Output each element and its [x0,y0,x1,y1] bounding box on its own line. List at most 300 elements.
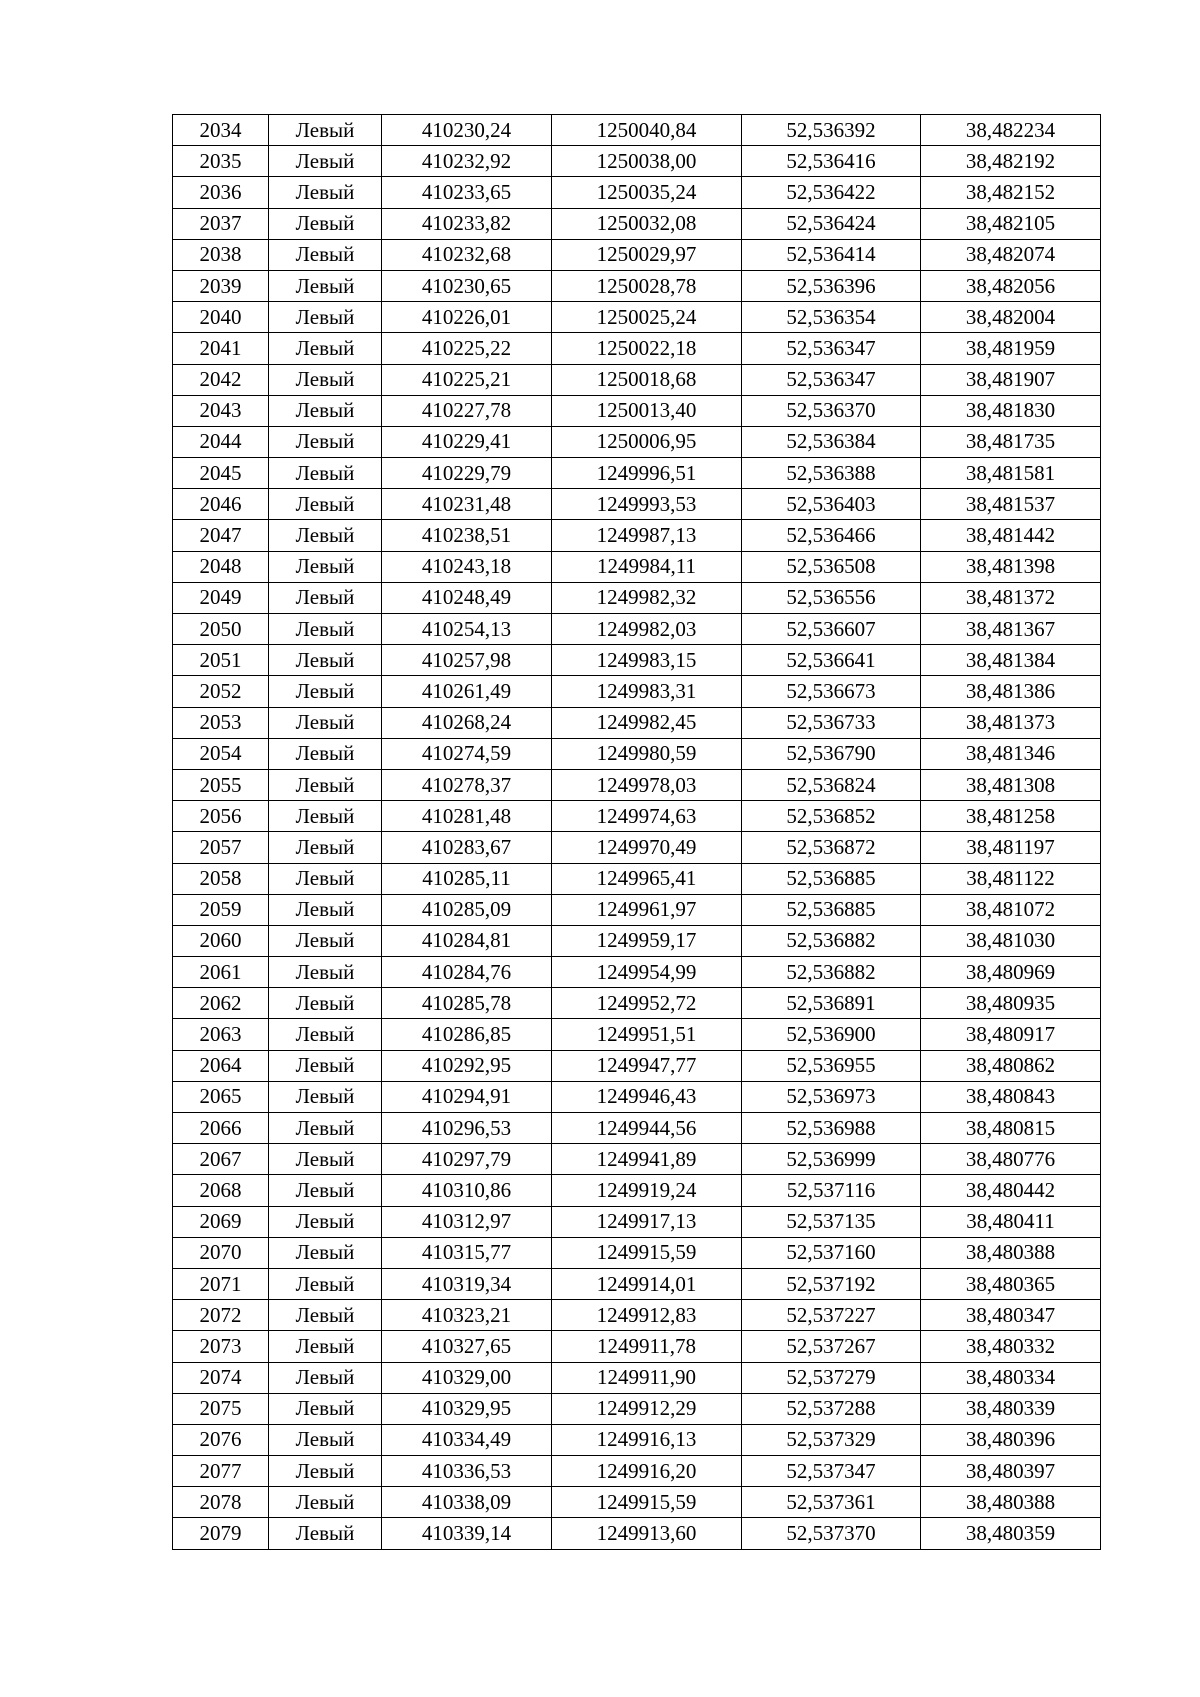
point-number-cell: 2059 [173,894,269,925]
y-coordinate-cell: 1249982,45 [552,707,742,738]
point-number-cell: 2049 [173,582,269,613]
x-coordinate-cell: 410248,49 [382,582,552,613]
side-cell: Левый [269,364,382,395]
latitude-cell: 52,537160 [742,1237,921,1268]
latitude-cell: 52,536416 [742,146,921,177]
y-coordinate-cell: 1249915,59 [552,1487,742,1518]
y-coordinate-cell: 1249978,03 [552,769,742,800]
table-row [173,208,1101,239]
point-number-cell: 2068 [173,1175,269,1206]
y-coordinate-cell: 1249993,53 [552,489,742,520]
table-row [173,988,1101,1019]
y-coordinate-cell: 1249941,89 [552,1144,742,1175]
y-coordinate-cell: 1249916,13 [552,1424,742,1455]
latitude-cell: 52,537370 [742,1518,921,1549]
point-number-cell: 2066 [173,1113,269,1144]
table-row [173,1081,1101,1112]
longitude-cell: 38,480396 [921,1424,1101,1455]
y-coordinate-cell: 1249911,78 [552,1331,742,1362]
x-coordinate-cell: 410233,82 [382,208,552,239]
side-cell: Левый [269,1518,382,1549]
y-coordinate-cell: 1249984,11 [552,551,742,582]
point-number-cell: 2043 [173,395,269,426]
longitude-cell: 38,482152 [921,177,1101,208]
x-coordinate-cell: 410329,95 [382,1393,552,1424]
x-coordinate-cell: 410284,81 [382,925,552,956]
table-row [173,1144,1101,1175]
point-number-cell: 2055 [173,769,269,800]
side-cell: Левый [269,676,382,707]
longitude-cell: 38,482105 [921,208,1101,239]
side-cell: Левый [269,988,382,1019]
point-number-cell: 2038 [173,239,269,270]
y-coordinate-cell: 1249980,59 [552,738,742,769]
latitude-cell: 52,537135 [742,1206,921,1237]
point-number-cell: 2057 [173,832,269,863]
x-coordinate-cell: 410319,34 [382,1268,552,1299]
table-row [173,489,1101,520]
x-coordinate-cell: 410284,76 [382,957,552,988]
y-coordinate-cell: 1249983,31 [552,676,742,707]
y-coordinate-cell: 1249961,97 [552,894,742,925]
longitude-cell: 38,480332 [921,1331,1101,1362]
latitude-cell: 52,537361 [742,1487,921,1518]
table-row [173,614,1101,645]
point-number-cell: 2069 [173,1206,269,1237]
x-coordinate-cell: 410292,95 [382,1050,552,1081]
x-coordinate-cell: 410336,53 [382,1456,552,1487]
x-coordinate-cell: 410283,67 [382,832,552,863]
longitude-cell: 38,481830 [921,395,1101,426]
latitude-cell: 52,536466 [742,520,921,551]
side-cell: Левый [269,239,382,270]
point-number-cell: 2079 [173,1518,269,1549]
latitude-cell: 52,536882 [742,925,921,956]
latitude-cell: 52,536900 [742,1019,921,1050]
x-coordinate-cell: 410268,24 [382,707,552,738]
latitude-cell: 52,536988 [742,1113,921,1144]
longitude-cell: 38,481384 [921,645,1101,676]
point-number-cell: 2047 [173,520,269,551]
y-coordinate-cell: 1249911,90 [552,1362,742,1393]
latitude-cell: 52,536824 [742,769,921,800]
point-number-cell: 2044 [173,426,269,457]
x-coordinate-cell: 410274,59 [382,738,552,769]
x-coordinate-cell: 410231,48 [382,489,552,520]
table-row [173,1300,1101,1331]
x-coordinate-cell: 410232,92 [382,146,552,177]
longitude-cell: 38,480776 [921,1144,1101,1175]
longitude-cell: 38,481537 [921,489,1101,520]
x-coordinate-cell: 410339,14 [382,1518,552,1549]
longitude-cell: 38,482004 [921,302,1101,333]
table-row [173,115,1101,146]
latitude-cell: 52,536955 [742,1050,921,1081]
x-coordinate-cell: 410329,00 [382,1362,552,1393]
y-coordinate-cell: 1249959,17 [552,925,742,956]
latitude-cell: 52,536852 [742,801,921,832]
coordinates-table [172,114,1101,1550]
latitude-cell: 52,536973 [742,1081,921,1112]
side-cell: Левый [269,1081,382,1112]
table-row [173,1518,1101,1549]
longitude-cell: 38,480397 [921,1456,1101,1487]
latitude-cell: 52,537192 [742,1268,921,1299]
longitude-cell: 38,481735 [921,426,1101,457]
side-cell: Левый [269,1487,382,1518]
y-coordinate-cell: 1249965,41 [552,863,742,894]
x-coordinate-cell: 410334,49 [382,1424,552,1455]
side-cell: Левый [269,208,382,239]
y-coordinate-cell: 1250035,24 [552,177,742,208]
point-number-cell: 2075 [173,1393,269,1424]
latitude-cell: 52,536414 [742,239,921,270]
y-coordinate-cell: 1250038,00 [552,146,742,177]
point-number-cell: 2053 [173,707,269,738]
y-coordinate-cell: 1249954,99 [552,957,742,988]
table-row [173,458,1101,489]
side-cell: Левый [269,270,382,301]
longitude-cell: 38,481308 [921,769,1101,800]
longitude-cell: 38,481373 [921,707,1101,738]
y-coordinate-cell: 1249947,77 [552,1050,742,1081]
longitude-cell: 38,482234 [921,115,1101,146]
x-coordinate-cell: 410232,68 [382,239,552,270]
y-coordinate-cell: 1249952,72 [552,988,742,1019]
longitude-cell: 38,480334 [921,1362,1101,1393]
latitude-cell: 52,536354 [742,302,921,333]
x-coordinate-cell: 410233,65 [382,177,552,208]
side-cell: Левый [269,1268,382,1299]
table-row [173,1113,1101,1144]
table-row [173,333,1101,364]
side-cell: Левый [269,1456,382,1487]
table-row [173,551,1101,582]
table-row [173,801,1101,832]
table-row [173,1237,1101,1268]
y-coordinate-cell: 1250006,95 [552,426,742,457]
longitude-cell: 38,481122 [921,863,1101,894]
side-cell: Левый [269,489,382,520]
y-coordinate-cell: 1250029,97 [552,239,742,270]
y-coordinate-cell: 1249970,49 [552,832,742,863]
latitude-cell: 52,536790 [742,738,921,769]
latitude-cell: 52,536384 [742,426,921,457]
latitude-cell: 52,536388 [742,458,921,489]
latitude-cell: 52,536885 [742,863,921,894]
point-number-cell: 2050 [173,614,269,645]
point-number-cell: 2045 [173,458,269,489]
longitude-cell: 38,481258 [921,801,1101,832]
side-cell: Левый [269,707,382,738]
side-cell: Левый [269,426,382,457]
point-number-cell: 2073 [173,1331,269,1362]
table-row [173,769,1101,800]
side-cell: Левый [269,614,382,645]
table-row [173,1487,1101,1518]
point-number-cell: 2060 [173,925,269,956]
longitude-cell: 38,480388 [921,1487,1101,1518]
x-coordinate-cell: 410285,09 [382,894,552,925]
latitude-cell: 52,537267 [742,1331,921,1362]
side-cell: Левый [269,1144,382,1175]
x-coordinate-cell: 410254,13 [382,614,552,645]
point-number-cell: 2041 [173,333,269,364]
x-coordinate-cell: 410285,11 [382,863,552,894]
y-coordinate-cell: 1249912,29 [552,1393,742,1424]
y-coordinate-cell: 1250013,40 [552,395,742,426]
latitude-cell: 52,536508 [742,551,921,582]
point-number-cell: 2051 [173,645,269,676]
longitude-cell: 38,481959 [921,333,1101,364]
table-row [173,364,1101,395]
x-coordinate-cell: 410238,51 [382,520,552,551]
x-coordinate-cell: 410297,79 [382,1144,552,1175]
point-number-cell: 2071 [173,1268,269,1299]
x-coordinate-cell: 410225,21 [382,364,552,395]
point-number-cell: 2037 [173,208,269,239]
latitude-cell: 52,536556 [742,582,921,613]
point-number-cell: 2067 [173,1144,269,1175]
latitude-cell: 52,536347 [742,333,921,364]
side-cell: Левый [269,146,382,177]
side-cell: Левый [269,395,382,426]
side-cell: Левый [269,769,382,800]
side-cell: Левый [269,1424,382,1455]
y-coordinate-cell: 1250018,68 [552,364,742,395]
side-cell: Левый [269,302,382,333]
table-row [173,1268,1101,1299]
longitude-cell: 38,480815 [921,1113,1101,1144]
side-cell: Левый [269,1331,382,1362]
longitude-cell: 38,481907 [921,364,1101,395]
latitude-cell: 52,536891 [742,988,921,1019]
latitude-cell: 52,536641 [742,645,921,676]
point-number-cell: 2054 [173,738,269,769]
latitude-cell: 52,536347 [742,364,921,395]
x-coordinate-cell: 410229,41 [382,426,552,457]
latitude-cell: 52,536370 [742,395,921,426]
longitude-cell: 38,482056 [921,270,1101,301]
x-coordinate-cell: 410294,91 [382,1081,552,1112]
y-coordinate-cell: 1249951,51 [552,1019,742,1050]
longitude-cell: 38,480411 [921,1206,1101,1237]
y-coordinate-cell: 1249946,43 [552,1081,742,1112]
side-cell: Левый [269,1362,382,1393]
side-cell: Левый [269,957,382,988]
x-coordinate-cell: 410257,98 [382,645,552,676]
x-coordinate-cell: 410229,79 [382,458,552,489]
longitude-cell: 38,481030 [921,925,1101,956]
side-cell: Левый [269,115,382,146]
y-coordinate-cell: 1249912,83 [552,1300,742,1331]
point-number-cell: 2078 [173,1487,269,1518]
point-number-cell: 2076 [173,1424,269,1455]
latitude-cell: 52,536733 [742,707,921,738]
latitude-cell: 52,536424 [742,208,921,239]
longitude-cell: 38,481372 [921,582,1101,613]
x-coordinate-cell: 410327,65 [382,1331,552,1362]
table-row [173,1424,1101,1455]
longitude-cell: 38,480442 [921,1175,1101,1206]
point-number-cell: 2048 [173,551,269,582]
point-number-cell: 2052 [173,676,269,707]
latitude-cell: 52,536673 [742,676,921,707]
point-number-cell: 2064 [173,1050,269,1081]
table-row [173,582,1101,613]
x-coordinate-cell: 410286,85 [382,1019,552,1050]
side-cell: Левый [269,1175,382,1206]
coordinates-table-body [173,115,1101,1550]
point-number-cell: 2042 [173,364,269,395]
latitude-cell: 52,537279 [742,1362,921,1393]
side-cell: Левый [269,894,382,925]
table-row [173,395,1101,426]
longitude-cell: 38,480969 [921,957,1101,988]
point-number-cell: 2056 [173,801,269,832]
y-coordinate-cell: 1249983,15 [552,645,742,676]
x-coordinate-cell: 410230,65 [382,270,552,301]
point-number-cell: 2072 [173,1300,269,1331]
latitude-cell: 52,537227 [742,1300,921,1331]
table-row [173,645,1101,676]
side-cell: Левый [269,738,382,769]
longitude-cell: 38,481367 [921,614,1101,645]
longitude-cell: 38,480862 [921,1050,1101,1081]
table-row [173,1206,1101,1237]
point-number-cell: 2039 [173,270,269,301]
longitude-cell: 38,482074 [921,239,1101,270]
y-coordinate-cell: 1250032,08 [552,208,742,239]
latitude-cell: 52,537329 [742,1424,921,1455]
y-coordinate-cell: 1249914,01 [552,1268,742,1299]
y-coordinate-cell: 1249996,51 [552,458,742,489]
latitude-cell: 52,536392 [742,115,921,146]
table-row [173,1175,1101,1206]
y-coordinate-cell: 1249944,56 [552,1113,742,1144]
side-cell: Левый [269,832,382,863]
longitude-cell: 38,480347 [921,1300,1101,1331]
longitude-cell: 38,480339 [921,1393,1101,1424]
x-coordinate-cell: 410281,48 [382,801,552,832]
side-cell: Левый [269,1050,382,1081]
side-cell: Левый [269,551,382,582]
x-coordinate-cell: 410315,77 [382,1237,552,1268]
x-coordinate-cell: 410312,97 [382,1206,552,1237]
longitude-cell: 38,480843 [921,1081,1101,1112]
longitude-cell: 38,481398 [921,551,1101,582]
side-cell: Левый [269,1019,382,1050]
latitude-cell: 52,537116 [742,1175,921,1206]
x-coordinate-cell: 410226,01 [382,302,552,333]
table-row [173,1362,1101,1393]
side-cell: Левый [269,177,382,208]
point-number-cell: 2046 [173,489,269,520]
side-cell: Левый [269,801,382,832]
latitude-cell: 52,536403 [742,489,921,520]
side-cell: Левый [269,925,382,956]
y-coordinate-cell: 1250040,84 [552,115,742,146]
latitude-cell: 52,536999 [742,1144,921,1175]
latitude-cell: 52,536882 [742,957,921,988]
point-number-cell: 2074 [173,1362,269,1393]
longitude-cell: 38,481197 [921,832,1101,863]
y-coordinate-cell: 1250028,78 [552,270,742,301]
point-number-cell: 2040 [173,302,269,333]
latitude-cell: 52,536396 [742,270,921,301]
x-coordinate-cell: 410278,37 [382,769,552,800]
side-cell: Левый [269,863,382,894]
y-coordinate-cell: 1249987,13 [552,520,742,551]
side-cell: Левый [269,1393,382,1424]
longitude-cell: 38,481442 [921,520,1101,551]
table-row [173,239,1101,270]
side-cell: Левый [269,458,382,489]
latitude-cell: 52,537347 [742,1456,921,1487]
table-row [173,1331,1101,1362]
point-number-cell: 2061 [173,957,269,988]
x-coordinate-cell: 410338,09 [382,1487,552,1518]
point-number-cell: 2063 [173,1019,269,1050]
y-coordinate-cell: 1249917,13 [552,1206,742,1237]
side-cell: Левый [269,1300,382,1331]
latitude-cell: 52,536872 [742,832,921,863]
point-number-cell: 2077 [173,1456,269,1487]
table-row [173,957,1101,988]
longitude-cell: 38,480359 [921,1518,1101,1549]
side-cell: Левый [269,645,382,676]
x-coordinate-cell: 410285,78 [382,988,552,1019]
side-cell: Левый [269,1113,382,1144]
y-coordinate-cell: 1249982,03 [552,614,742,645]
longitude-cell: 38,480917 [921,1019,1101,1050]
latitude-cell: 52,536422 [742,177,921,208]
table-row [173,832,1101,863]
y-coordinate-cell: 1249919,24 [552,1175,742,1206]
side-cell: Левый [269,333,382,364]
table-row [173,520,1101,551]
side-cell: Левый [269,582,382,613]
x-coordinate-cell: 410323,21 [382,1300,552,1331]
side-cell: Левый [269,520,382,551]
point-number-cell: 2058 [173,863,269,894]
longitude-cell: 38,481072 [921,894,1101,925]
table-row [173,177,1101,208]
longitude-cell: 38,481581 [921,458,1101,489]
table-row [173,863,1101,894]
side-cell: Левый [269,1206,382,1237]
table-row [173,1393,1101,1424]
x-coordinate-cell: 410261,49 [382,676,552,707]
latitude-cell: 52,536607 [742,614,921,645]
latitude-cell: 52,536885 [742,894,921,925]
table-row [173,738,1101,769]
point-number-cell: 2036 [173,177,269,208]
x-coordinate-cell: 410225,22 [382,333,552,364]
point-number-cell: 2062 [173,988,269,1019]
table-row [173,270,1101,301]
longitude-cell: 38,482192 [921,146,1101,177]
table-row [173,146,1101,177]
y-coordinate-cell: 1249974,63 [552,801,742,832]
y-coordinate-cell: 1250022,18 [552,333,742,364]
point-number-cell: 2065 [173,1081,269,1112]
longitude-cell: 38,480388 [921,1237,1101,1268]
point-number-cell: 2035 [173,146,269,177]
side-cell: Левый [269,1237,382,1268]
table-row [173,925,1101,956]
y-coordinate-cell: 1249913,60 [552,1518,742,1549]
